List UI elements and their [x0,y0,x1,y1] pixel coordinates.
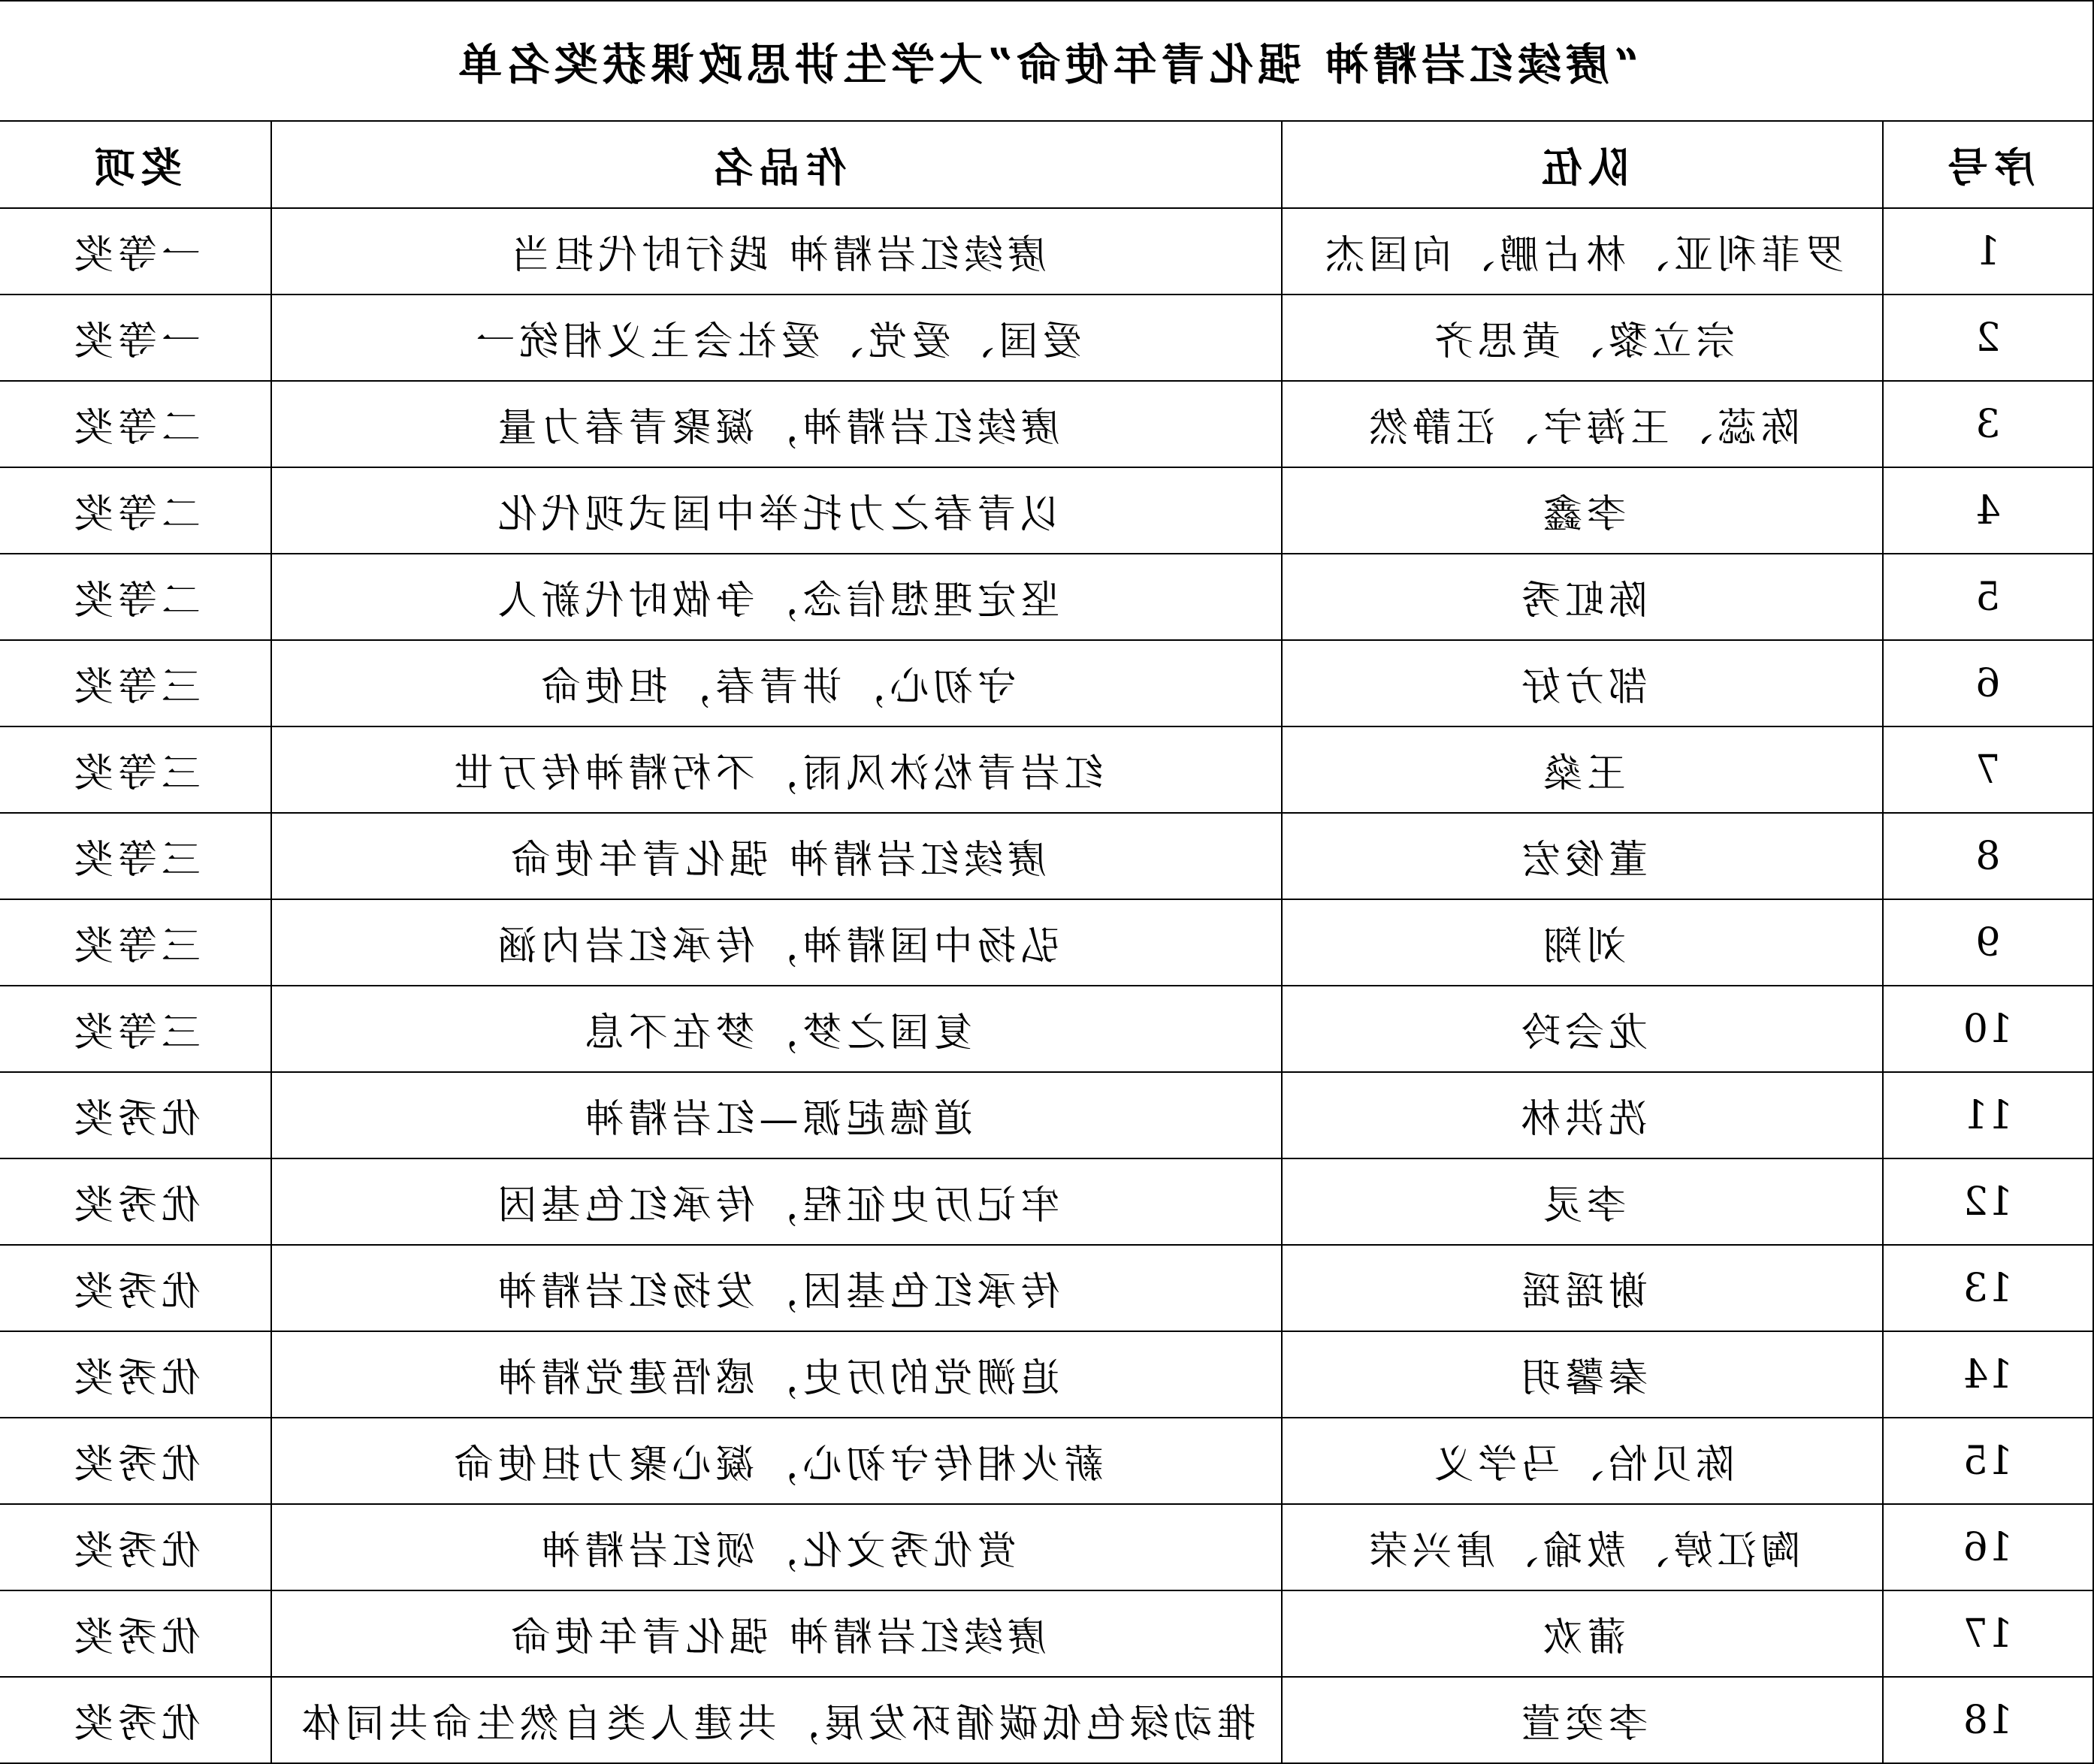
cell-team: 李灵 [1282,1158,1883,1245]
cell-work: 赓续红岩精神 强化青年使命 [271,1590,1282,1677]
cell-team: 陈虹秀 [1282,554,1883,640]
cell-award: 三等奖 [0,726,271,813]
table-row [0,1590,2093,1677]
table-row [0,813,2093,899]
cell-team: 谢瑶瑶 [1282,1245,1883,1331]
cell-team: 秦馨玥 [1282,1331,1883,1418]
cell-award: 二等奖 [0,381,271,467]
table-title: “赓续红岩精神 强化青年使命”大学生讲思政课获奖名单 [0,1,2093,121]
header-team: 队伍 [1282,121,1883,208]
cell-work: 以青春之力托举中国式现代化 [271,467,1282,554]
cell-no: 9 [1883,899,2093,986]
table-row [0,1245,2093,1331]
cell-award: 优秀奖 [0,1158,271,1245]
cell-work: 传承红色基因，发扬红岩精神 [271,1245,1282,1331]
cell-no: 6 [1883,640,2093,726]
cell-team: 李奕萱 [1282,1677,1883,1763]
table-row [0,208,2093,295]
table-row [0,381,2093,467]
header-award: 奖项 [0,121,271,208]
table-row [0,986,2093,1072]
cell-work: 赓续红岩精神，凝聚青春力量 [271,381,1282,467]
cell-team: 蒲欢 [1282,1590,1883,1677]
cell-no: 14 [1883,1331,2093,1418]
cell-team: 郜方好 [1282,640,1883,726]
header-no: 序号 [1883,121,2093,208]
table-row [0,1158,2093,1245]
table-row [0,726,2093,813]
cell-team: 冼洪林 [1282,1072,1883,1158]
cell-team: 龙会玲 [1282,986,1883,1072]
cell-team: 李鑫 [1282,467,1883,554]
cell-award: 三等奖 [0,986,271,1072]
cell-work: 赓续红岩精神 强化青年使命 [271,813,1282,899]
cell-no: 8 [1883,813,2093,899]
cell-award: 一等奖 [0,208,271,295]
cell-no: 17 [1883,1590,2093,1677]
cell-award: 三等奖 [0,899,271,986]
cell-work: 牢记历史征程，传承红色基因 [271,1158,1282,1245]
cell-work: 薪火相传守初心，凝心聚力担使命 [271,1418,1282,1504]
cell-no: 1 [1883,208,2093,295]
cell-award: 优秀奖 [0,1245,271,1331]
cell-team: 陈贝怡、马学义 [1282,1418,1883,1504]
cell-no: 4 [1883,467,2093,554]
table-row [0,554,2093,640]
cell-work: 红岩青松沐风雨，不朽精神传万世 [271,726,1282,813]
cell-work: 道德起源—红岩精神 [271,1072,1282,1158]
cell-work: 坚定理想信念，争做时代新人 [271,554,1282,640]
cell-no: 7 [1883,726,2093,813]
cell-award: 优秀奖 [0,1677,271,1763]
cell-award: 优秀奖 [0,1072,271,1158]
cell-award: 二等奖 [0,467,271,554]
cell-award: 三等奖 [0,640,271,726]
table-body [0,208,2093,1763]
header-work: 作品名 [271,121,1282,208]
cell-work: 守初心，讲青春，担使命 [271,640,1282,726]
cell-team: 陈蕊、王海宇、汪静然 [1282,381,1883,467]
cell-no: 13 [1883,1245,2093,1331]
cell-work: 追溯党的历史，感悟建党精神 [271,1331,1282,1418]
cell-team: 董俊宏 [1282,813,1883,899]
cell-no: 16 [1883,1504,2093,1590]
table-row [0,1504,2093,1590]
cell-no: 5 [1883,554,2093,640]
cell-work: 爱国、爱党、爱社会主义相统一 [271,295,1282,381]
cell-no: 2 [1883,295,2093,381]
cell-no: 12 [1883,1158,2093,1245]
table-row [0,640,2093,726]
cell-award: 优秀奖 [0,1504,271,1590]
cell-work: 推动绿色低碳循环发展，共建人类自然生命共同体 [271,1677,1282,1763]
cell-no: 18 [1883,1677,2093,1763]
table-row [0,1072,2093,1158]
table-row [0,899,2093,986]
table-row [0,467,2093,554]
table-row [0,1677,2093,1763]
cell-work: 弘扬中国精神，传承红岩内涵 [271,899,1282,986]
cell-award: 一等奖 [0,295,271,381]
cell-team: 陶江婷、敖瑜、唐兴荣 [1282,1504,1883,1590]
cell-work: 赏优秀文化，颂红岩精神 [271,1504,1282,1590]
cell-team: 王燊 [1282,726,1883,813]
cell-team: 刘翔 [1282,899,1883,986]
cell-award: 优秀奖 [0,1418,271,1504]
header-row [0,121,2093,208]
cell-award: 优秀奖 [0,1590,271,1677]
cell-work: 复国之梦，梦在不息 [271,986,1282,1072]
table-row [0,1418,2093,1504]
cell-team: 宗立黎、黄思齐 [1282,295,1883,381]
table-row [0,295,2093,381]
cell-award: 三等奖 [0,813,271,899]
cell-work: 赓续红岩精神 践行时代担当 [271,208,1282,295]
cell-award: 二等奖 [0,554,271,640]
cell-no: 11 [1883,1072,2093,1158]
title-row [0,1,2093,121]
cell-no: 15 [1883,1418,2093,1504]
table-row [0,1331,2093,1418]
cell-award: 优秀奖 [0,1331,271,1418]
cell-no: 10 [1883,986,2093,1072]
cell-team: 罗菲利亚、林占鹏、向国杰 [1282,208,1883,295]
cell-no: 3 [1883,381,2093,467]
